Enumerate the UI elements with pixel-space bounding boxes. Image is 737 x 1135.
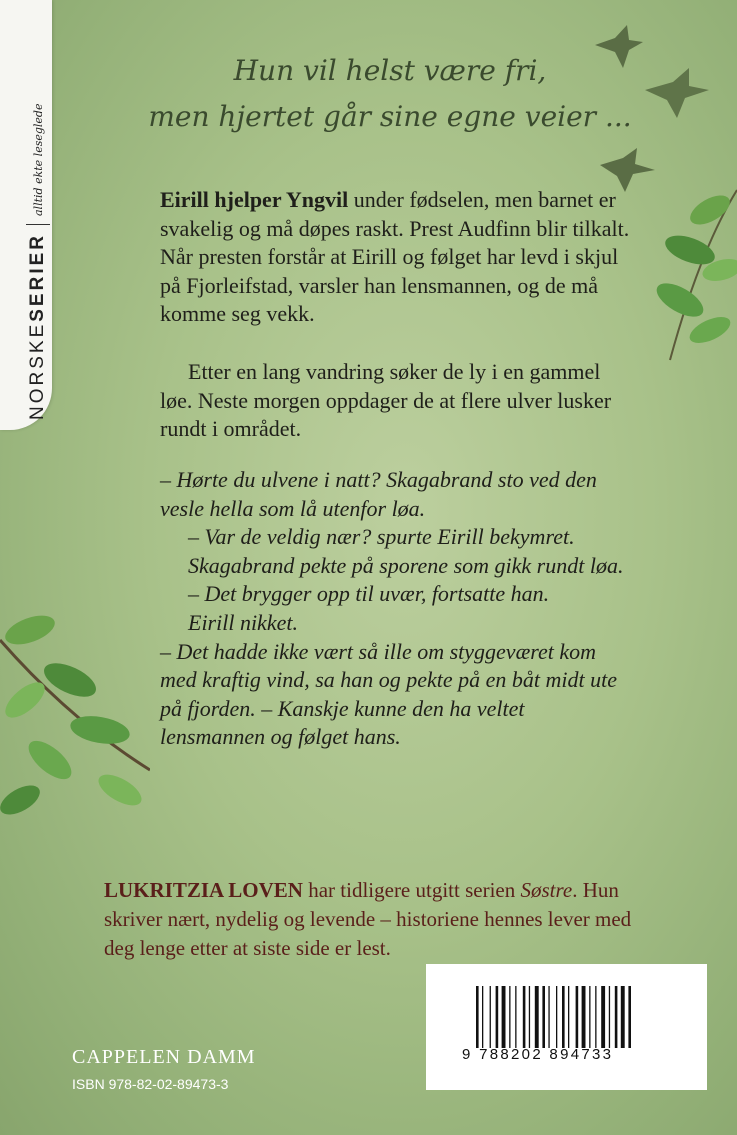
barcode-bar [476,986,479,1048]
barcode-bar [562,986,565,1048]
author-text-before: har tidligere utgitt serien [302,878,521,902]
brand-bold: SERIER [27,233,48,322]
barcode-bar [576,986,579,1048]
brand-separator [26,224,50,225]
barcode-bar [523,986,526,1048]
leaf-branch-left [0,600,150,840]
barcode-bar [502,986,506,1048]
series-side-strip [0,0,52,430]
barcode-bar [556,986,557,1048]
barcode-bar [515,986,516,1048]
barcode-bar [601,986,605,1048]
excerpt-line-1: – Hørte du ulvene i natt? Skagabrand sto ved den vesle hella som lå utenfor løa. [160,467,597,521]
barcode-bar [509,986,510,1048]
barcode-bar [621,986,625,1048]
series-brand [26,104,50,420]
tagline-line-1: Hun vil helst være fri, [233,54,547,87]
series-tagline: alltid ekte leseglede [31,103,45,216]
tagline-line-2: men hjertet går sine egne veier ... [148,100,632,133]
barcode-bars [476,986,656,1048]
isbn-label: ISBN 978-82-02-89473-3 [72,1076,229,1092]
barcode-bar [589,986,590,1048]
barcode-bar [568,986,569,1048]
barcode-bar [615,986,618,1048]
barcode-digits: 9 788202 894733 [462,1046,614,1063]
excerpt-line-5: – Det hadde ikke vært så ille om styggeværet kom med kraftig vind, sa han og pekte på en båt midt ute på fjorden. – Kanskje kunne den ha veltet lensmannen og følget hans. [160,638,618,750]
barcode-bar [529,986,530,1048]
excerpt-line-2: – Var de veldig nær? spurte Eirill bekymret. [188,524,575,550]
barcode-bar [595,986,596,1048]
barcode-bar [628,986,631,1048]
barcode-bar [490,986,491,1048]
barcode-bar [496,986,499,1048]
publisher-logo: CAPPELEN DAMM [72,1046,256,1068]
excerpt [160,466,630,752]
barcode-box [426,964,707,1090]
blurb-lead: Eirill hjelper Yngvil [160,187,349,212]
barcode-bar [482,986,483,1048]
blurb-paragraph-1 [160,186,630,329]
excerpt-line-4: Eirill nikket. [188,609,298,635]
cover-tagline [140,48,640,140]
barcode-bar [582,986,586,1048]
blurb-paragraph-1-rest: under fødselen, men barnet er svakelig og må døpes raskt. Prest Audfinn blir tilkalt. Når presten forstår at Eirill og følget har levd i skjul på Fjorleifstad, varsler han lensmannen, og de må komme seg vekk. [160,187,630,327]
blurb-paragraph-2: Etter en lang vandring søker de ly i en gammel løe. Neste morgen oppdager de at flere ulver lusker rundt i området. [160,359,612,442]
author-bio [104,876,644,963]
barcode-bar [535,986,539,1048]
excerpt-line-3: Skagabrand pekte på sporene som gikk rundt løa. – Det brygger opp til uvær, fortsatte han. [188,552,624,607]
leaf-branch-right [640,170,737,370]
series-brand-name [27,233,49,420]
barcode-bar [609,986,610,1048]
author-name: LUKRITZIA LOVEN [104,878,303,902]
author-text-after: . Hun skriver nært, nydelig og levende – historiene hennes lever med deg lenge etter at siste side er lest. [104,878,632,960]
brand-light: NORSKE [27,321,48,420]
author-series: Søstre [520,878,573,902]
barcode-bar [548,986,549,1048]
barcode-bar [542,986,545,1048]
